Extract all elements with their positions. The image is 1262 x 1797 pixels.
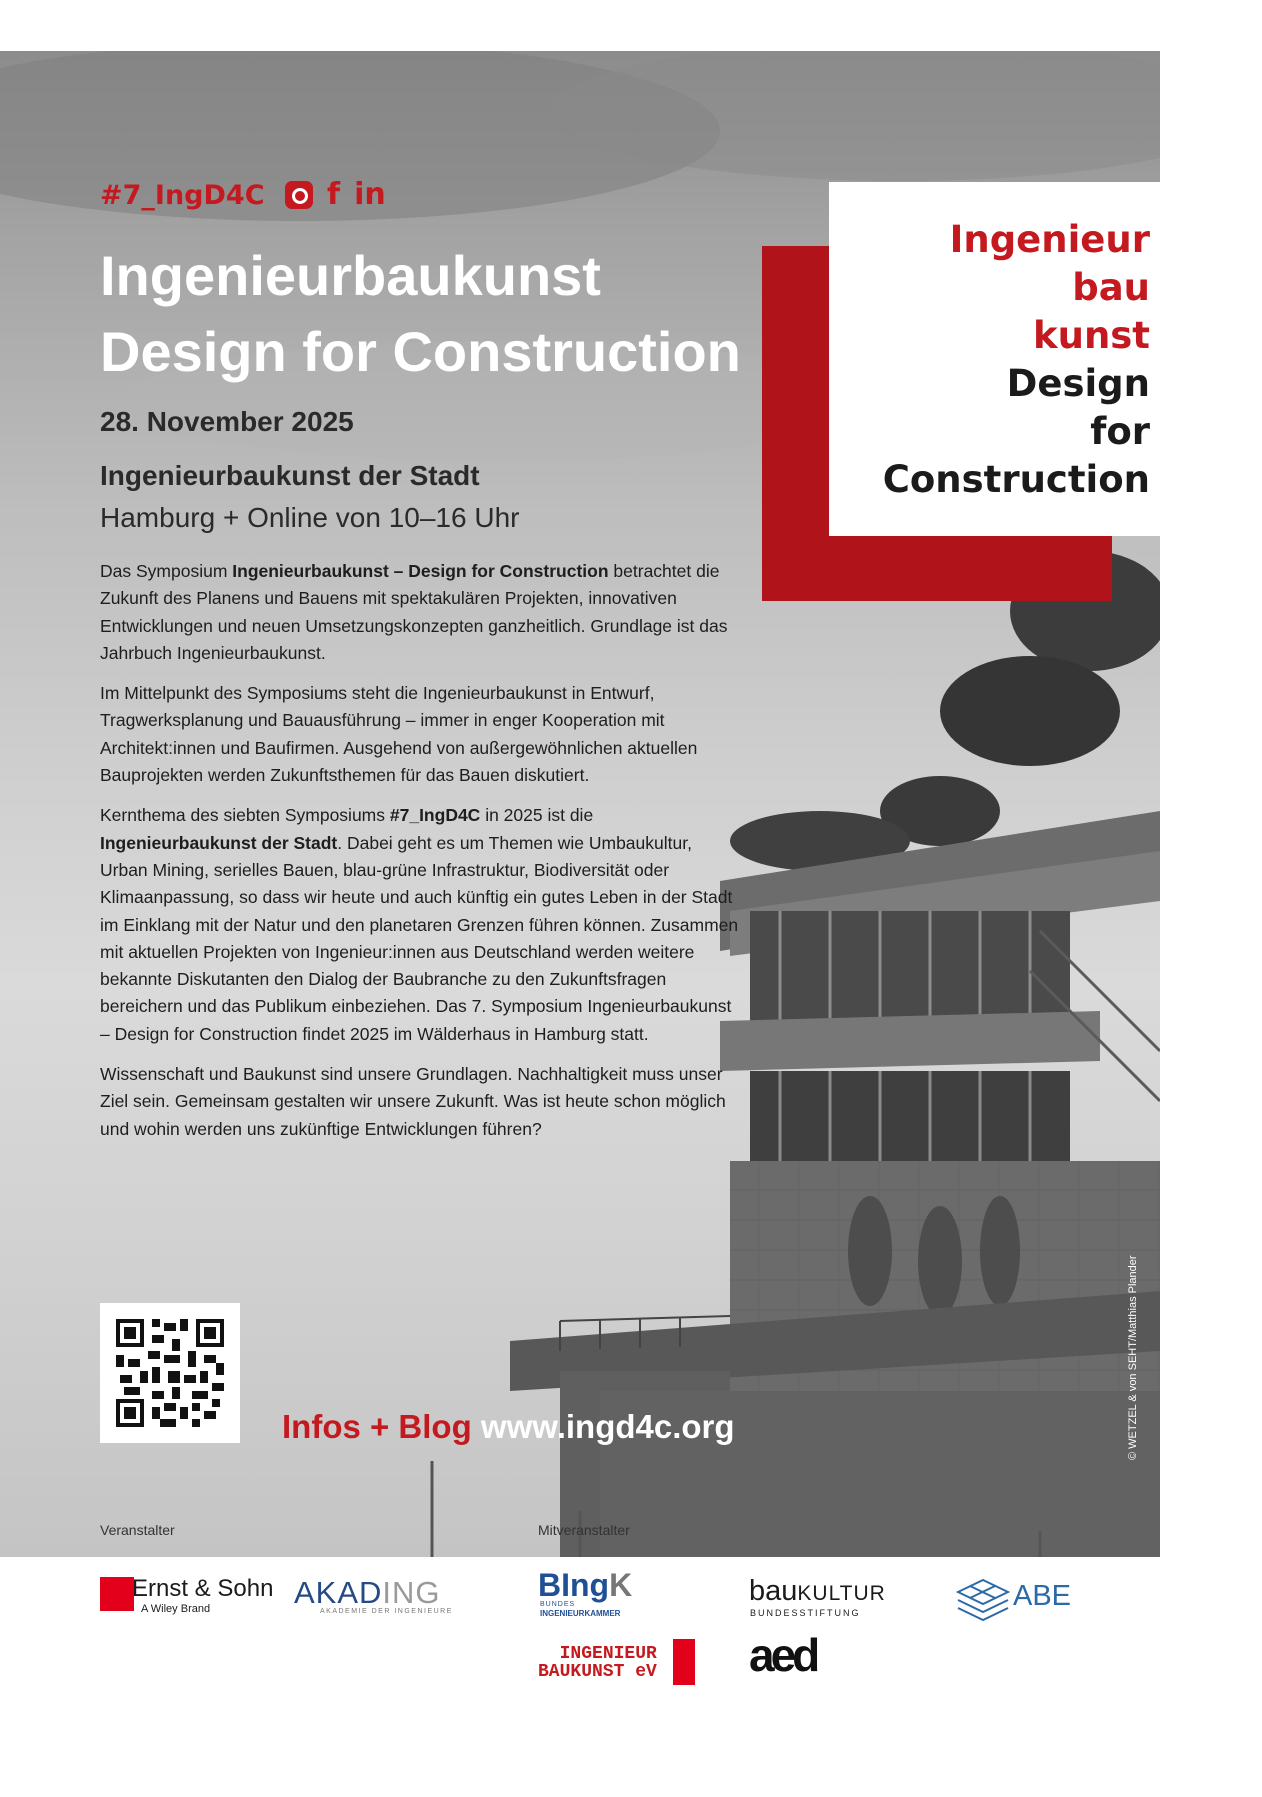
ernst-logo-square [100, 1577, 134, 1611]
brand-line-1: Ingenieur [949, 218, 1150, 261]
baukultur-wordmark: bauKULTUR [749, 1575, 886, 1607]
instagram-icon[interactable] [285, 181, 313, 209]
ernst-logo-name: Ernst & Sohn [132, 1575, 274, 1602]
infos-label: Infos + Blog [282, 1408, 472, 1445]
page-title [100, 238, 741, 390]
facebook-icon[interactable]: f [327, 177, 341, 212]
akading-sub: AKADEMIE DER INGENIEURE [320, 1608, 453, 1615]
photo-credit: © WETZEL & von SEHT/Matthias Plander [1127, 1255, 1139, 1460]
brand-line-4: Design [1006, 362, 1150, 405]
abe-lattice-icon [956, 1578, 1010, 1624]
linkedin-icon[interactable]: in [354, 177, 386, 212]
paragraph-2: Im Mittelpunkt des Symposiums steht die Ingenieurbaukunst in Entwurf, Tragwerksplanung und Bauausführung – immer in enger Kooperation mit Architekt:innen und Baufirmen. Ausgehend von außergewöhnlichen aktuellen Bauprojekten werden Zukunftsthemen für das Bauen diskutiert. [100, 683, 698, 786]
mitveranstalter-label: Mitveranstalter [538, 1522, 630, 1538]
paragraph-3: Kernthema des siebten Symposiums #7_IngD4C in 2025 ist die Ingenieurbaukunst der Stadt. Dabei geht es um Themen wie Umbaukultur, Urban Mining, serielles Bauen, blau-grüne Infrastruktur, Biodiversität oder Klimaanpassung, so dass wir heute und auch künftig ein gutes Leben in der Stadt im Einklang mit der Natur und den planetaren Grenzen führen können. Zusammen mit aktuellen Projekten von Ingenieur:innen aus Deutschland werden weitere bekannte Diskutanten den Dialog der Baubranche zu den Zukunftsfragen bereichern und das Publikum einbeziehen. Das 7. Symposium Ingenieurbaukunst – Design for Construction findet 2025 im Wälderhaus in Hamburg statt. [100, 805, 739, 1044]
brand-line-3: kunst [1033, 314, 1150, 357]
title-line-2: Design for Construction [100, 320, 741, 383]
bingk-sub-1: BUNDES [540, 1601, 576, 1608]
qr-code[interactable] [100, 1303, 240, 1443]
event-subtitle: Ingenieurbaukunst der Stadt [100, 460, 480, 491]
paragraph-1: Das Symposium Ingenieurbaukunst – Design for Construction betrachtet die Zukunft des Planens und Bauens mit spektakulären Projekten, innovativen Entwicklungen und neuen Umsetzungskonzepten ganzheitlich. Grundlage ist das Jahrbuch Ingenieurbaukunst. [100, 561, 728, 663]
bingk-sub-2: INGENIEURKAMMER [540, 1609, 621, 1618]
hashtag: #7_IngD4C [100, 180, 265, 211]
event-location: Hamburg + Online von 10–16 Uhr [100, 502, 520, 533]
ingbk-wordmark: INGENIEUR BAUKUNST eV [538, 1644, 657, 1682]
baukultur-sub: BUNDESSTIFTUNG [750, 1608, 861, 1618]
title-line-1: Ingenieurbaukunst [100, 244, 601, 307]
veranstalter-label: Veranstalter [100, 1522, 175, 1538]
paragraph-4: Wissenschaft und Baukunst sind unsere Grundlagen. Nachhaltigkeit muss unser Ziel sein. Gemeinsam gestalten wir unsere Zukunft. Was ist heute schon möglich und wohin werden uns zukünftige Entwicklungen führen? [100, 1064, 726, 1139]
website-url[interactable]: www.ingd4c.org [480, 1408, 735, 1445]
ernst-logo-sub: A Wiley Brand [141, 1603, 211, 1615]
akading-wordmark: AKADING [294, 1575, 441, 1610]
qr-code-icon [116, 1319, 224, 1427]
social-links [285, 177, 386, 212]
ingbk-red-mark [673, 1639, 695, 1685]
brand-wordmark [883, 216, 1150, 504]
event-date: 28. November 2025 [100, 406, 354, 437]
abe-wordmark: ABE [1013, 1580, 1072, 1612]
body-text [100, 558, 740, 1156]
infos-link[interactable] [282, 1408, 735, 1446]
brand-line-5: for [1090, 410, 1150, 453]
brand-line-6: Construction [882, 458, 1150, 501]
aed-logo[interactable]: aed [749, 1629, 817, 1681]
brand-logo-box [829, 182, 1160, 536]
bingk-wordmark: BIngK [538, 1567, 633, 1603]
brand-line-2: bau [1072, 266, 1150, 309]
